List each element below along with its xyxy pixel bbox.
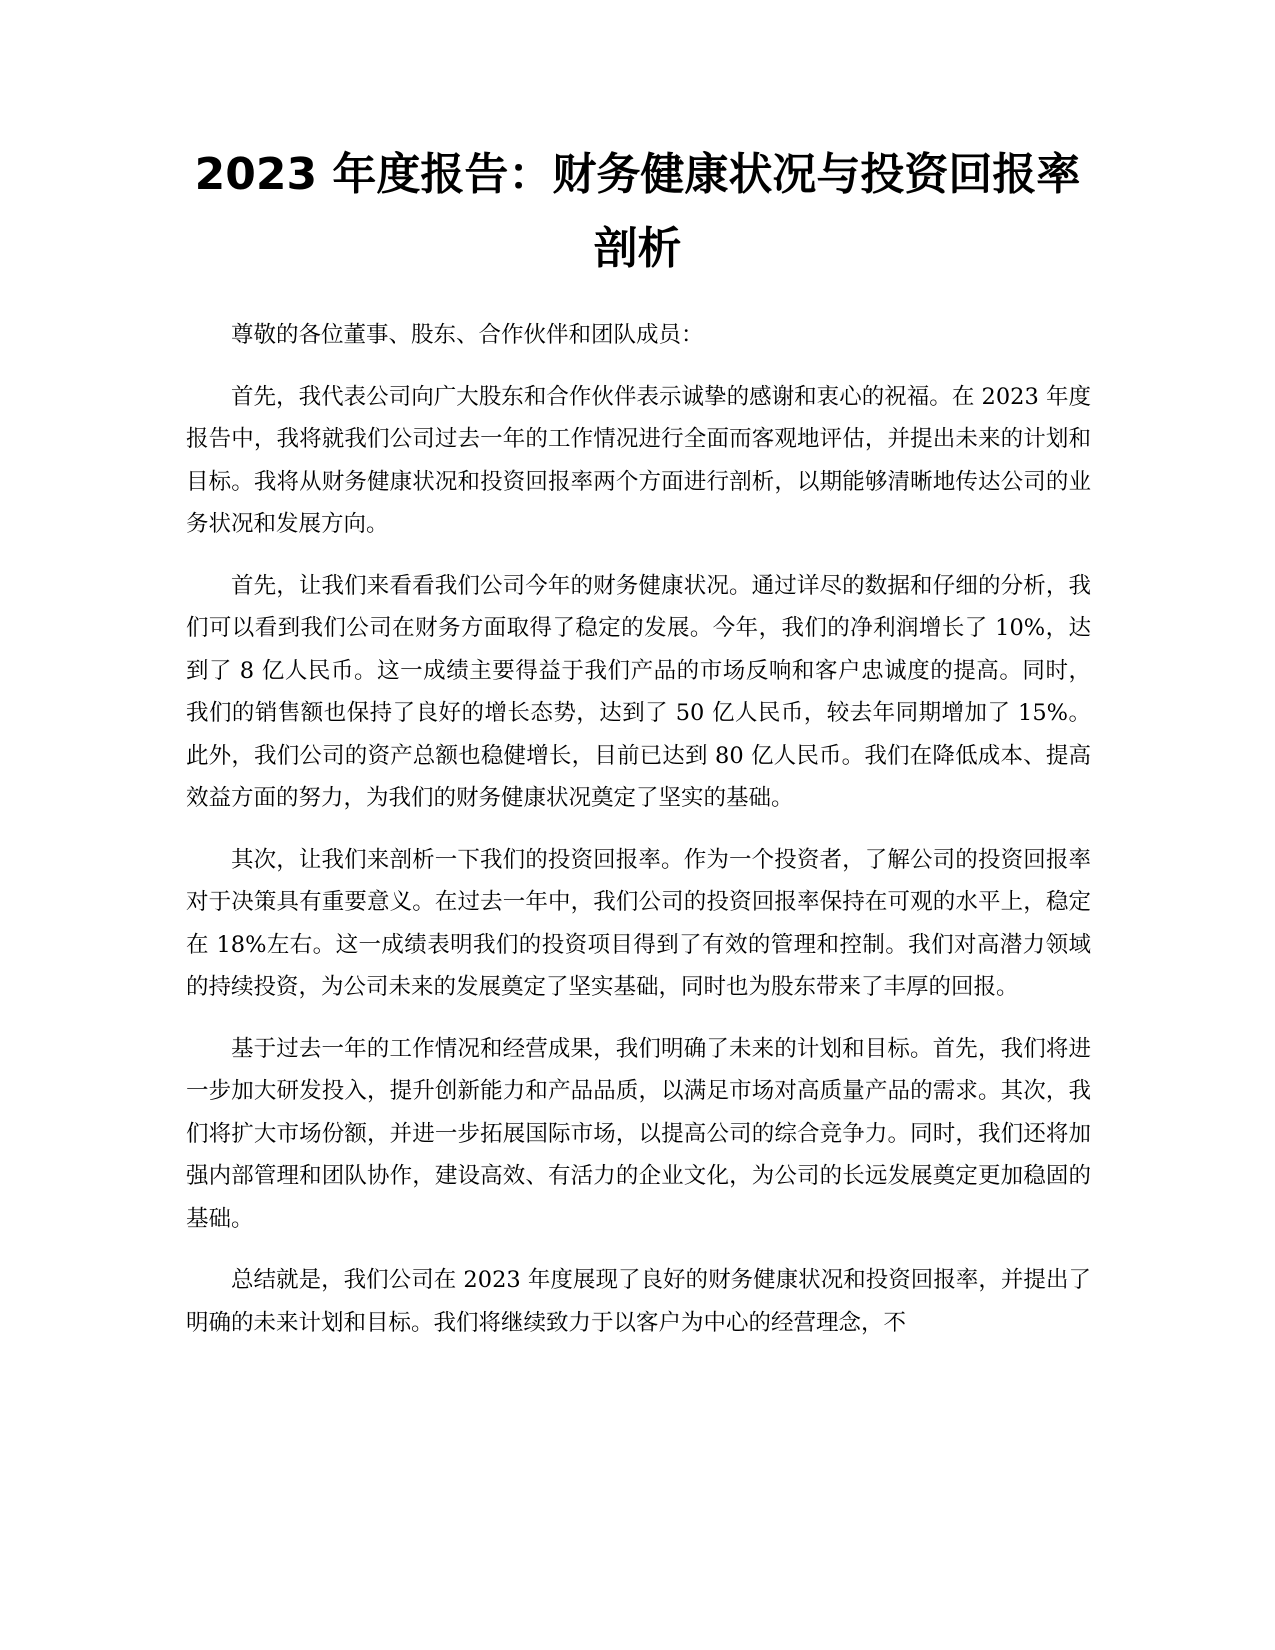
summary-paragraph: 总结就是，我们公司在 2023 年度展现了良好的财务健康状况和投资回报率，并提出了明确的未来计划和目标。我们将继续致力于以客户为中心的经营理念，不 xyxy=(186,1267,1091,1336)
future-plans-paragraph: 基于过去一年的工作情况和经营成果，我们明确了未来的计划和目标。首先，我们将进一步加大研发投入，提升创新能力和产品品质，以满足市场对高质量产品的需求。其次，我们将扩大市场份额，并进一步拓展国际市场，以提高公司的综合竞争力。同时，我们还将加强内部管理和团队协作，建设高效、有活力的企业文化，为公司的长远发展奠定更加稳固的基础。 xyxy=(186,1035,1091,1232)
intro-paragraph: 首先，我代表公司向广大股东和合作伙伴表示诚挚的感谢和衷心的祝福。在 2023 年度报告中，我将就我们公司过去一年的工作情况进行全面而客观地评估，并提出未来的计划和目标。我将从财务健康状况和投资回报率两个方面进行剖析，以期能够清晰地传达公司的业务状况和发展方向。 xyxy=(186,383,1091,537)
document-title: 2023 年度报告：财务健康状况与投资回报率剖析 xyxy=(194,149,1081,274)
financial-health-paragraph: 首先，让我们来看看我们公司今年的财务健康状况。通过详尽的数据和仔细的分析，我们可以看到我们公司在财务方面取得了稳定的发展。今年，我们的净利润增长了 10%，达到了 8 亿人民币。这一成绩主要得益于我们产品的市场反响和客户忠诚度的提高。同时，我们的销售额也保持了良好的增长态势，达到了 50 亿人民币，较去年同期增加了 15%。此外，我们公司的资产总额也稳健增长，目前已达到 80 亿人民币。我们在降低成本、提高效益方面的努力，为我们的财务健康状况奠定了坚实的基础。 xyxy=(186,572,1091,811)
investment-return-paragraph: 其次，让我们来剖析一下我们的投资回报率。作为一个投资者，了解公司的投资回报率对于决策具有重要意义。在过去一年中，我们公司的投资回报率保持在可观的水平上，稳定在 18%左右。这一成绩表明我们的投资项目得到了有效的管理和控制。我们对高潜力领域的持续投资，为公司未来的发展奠定了坚实基础，同时也为股东带来了丰厚的回报。 xyxy=(186,846,1091,1000)
salutation-paragraph: 尊敬的各位董事、股东、合作伙伴和团队成员： xyxy=(231,322,704,348)
document-body xyxy=(186,314,1091,1363)
